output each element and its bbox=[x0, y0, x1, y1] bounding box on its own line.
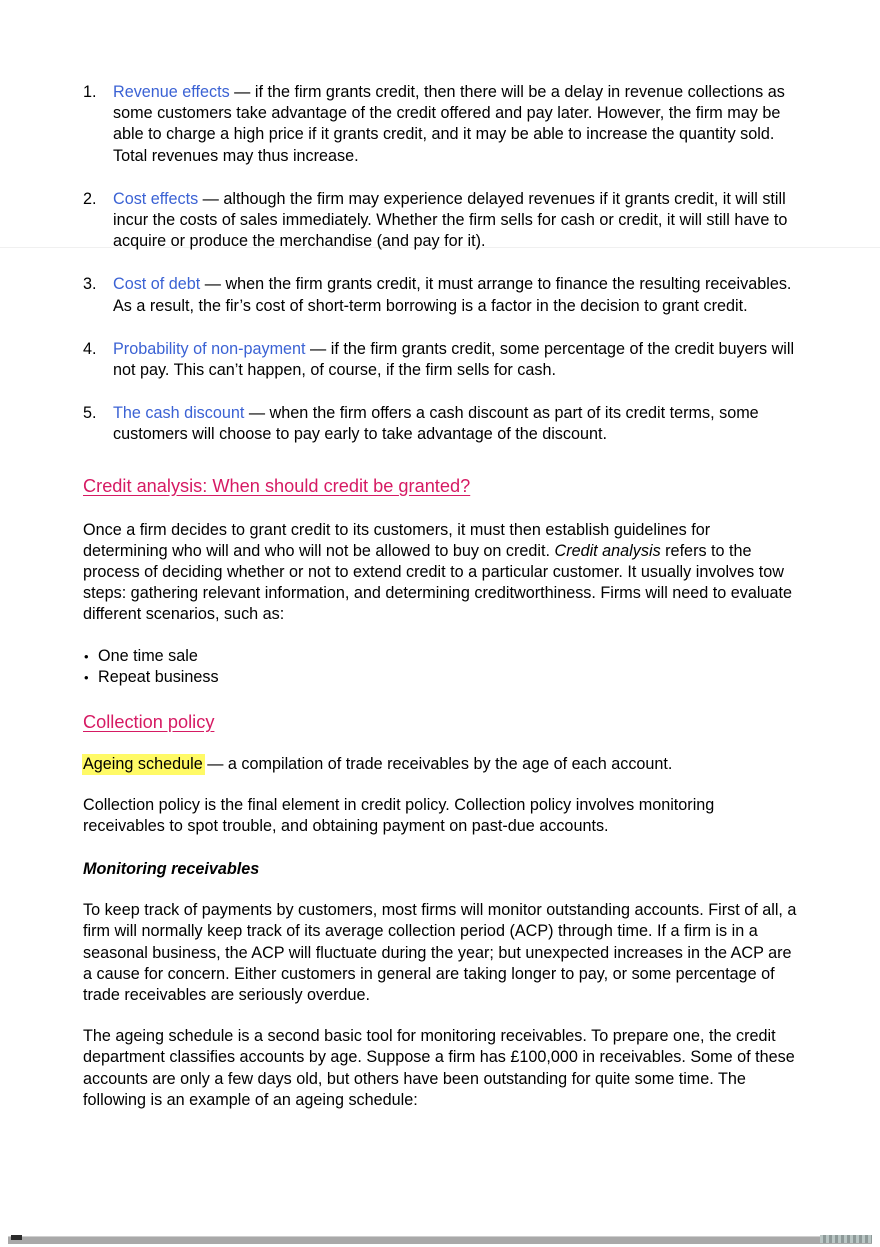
paragraph-collection-policy: Collection policy is the final element in credit policy. Collection policy involves monitoring receivables to spot trouble, and obtaining payment on past-due accounts. bbox=[83, 795, 715, 836]
section-heading-collection-policy-wrap bbox=[83, 710, 797, 734]
list-item bbox=[83, 274, 797, 316]
list-item bbox=[83, 339, 797, 381]
scenarios-list bbox=[83, 646, 797, 688]
list-marker: 2. bbox=[83, 189, 97, 208]
list-item-body: — if the firm grants credit, then there will be a delay in revenue collections as some customers take advantage of the credit offered and pay later. However, the firm may be able to charge a high price if it grants credit, and it may be able to increase the quantity sold. Total revenues may thus increase. bbox=[113, 83, 785, 165]
bullet-icon: • bbox=[84, 648, 89, 664]
list-item bbox=[83, 646, 797, 667]
paragraph-credit-analysis-part1: Once a firm decides to grant credit to its customers, it must then establish guidelines for determining who will and who will not be allowed to buy on credit. bbox=[83, 520, 711, 560]
list-item bbox=[83, 403, 797, 445]
list-item-label: Repeat business bbox=[98, 667, 219, 686]
document-content bbox=[83, 82, 797, 1111]
list-item-body: — although the firm may experience delayed revenues if it grants credit, it will still incur the costs of sales immediately. Whether the firm sells for cash or credit, it will still have to acquire or produce the merchandise (and pay for it). bbox=[113, 189, 788, 251]
list-item bbox=[83, 82, 797, 167]
list-item bbox=[83, 667, 797, 688]
section-heading-credit-analysis-wrap bbox=[83, 474, 797, 498]
list-item bbox=[83, 189, 797, 253]
list-marker: 4. bbox=[83, 339, 97, 358]
list-item-body: — when the firm offers a cash discount as part of its credit terms, some customers will choose to pay early to take advantage of the discount. bbox=[113, 404, 759, 444]
list-marker: 5. bbox=[83, 404, 97, 423]
list-item-term: Revenue effects bbox=[113, 83, 230, 101]
scrollbar-end-marks bbox=[820, 1235, 872, 1243]
list-item-term: The cash discount bbox=[113, 404, 245, 423]
subheading-monitoring-receivables: Monitoring receivables bbox=[83, 860, 260, 879]
credit-policy-factors-list bbox=[83, 82, 797, 446]
list-item-term: Cost effects bbox=[113, 189, 199, 208]
ageing-schedule-definition-rest: — a compilation of trade receivables by the age of each account. bbox=[202, 754, 673, 773]
section-heading-credit-analysis: Credit analysis: When should credit be granted? bbox=[83, 475, 471, 496]
list-item-body: — if the firm grants credit, some percentage of the credit buyers will not pay. This can’t happen, of course, if the firm sells for cash. bbox=[113, 339, 795, 380]
list-item-label: One time sale bbox=[98, 646, 198, 665]
list-marker: 3. bbox=[83, 275, 97, 294]
bullet-icon: • bbox=[84, 669, 89, 685]
paragraph-ageing-schedule-intro: The ageing schedule is a second basic tool for monitoring receivables. To prepare one, the credit department classifies accounts by age. Suppose a firm has £100,000 in receivables. Some of these accounts are only a few days old, but others have been outstanding for quite some time. The following is an example of an ageing schedule: bbox=[83, 1027, 795, 1109]
scrollbar-thumb[interactable] bbox=[11, 1235, 22, 1240]
paragraph-ageing-schedule-definition bbox=[83, 754, 797, 775]
scrollbar-track[interactable] bbox=[8, 1236, 872, 1244]
list-item-term: Probability of non-payment bbox=[113, 339, 306, 358]
highlighted-term-ageing-schedule: Ageing schedule bbox=[83, 754, 203, 773]
paragraph-monitoring-receivables: To keep track of payments by customers, most firms will monitor outstanding accounts. First of all, a firm will normally keep track of its average collection period (ACP) through time. If a firm is in a seasonal business, the ACP will fluctuate during the year; but unexpected increases in the ACP are a cause for concern. Either customers in general are taking longer to pay, or some percentage of trade receivables are seriously overdue. bbox=[83, 901, 797, 1005]
list-marker: 1. bbox=[83, 83, 97, 101]
horizontal-scrollbar[interactable] bbox=[0, 1232, 880, 1247]
paragraph-credit-analysis bbox=[83, 520, 797, 626]
list-item-body: — when the firm grants credit, it must arrange to finance the resulting receivables. As a result, the fir’s cost of short-term borrowing is a factor in the decision to grant credit. bbox=[113, 275, 792, 315]
paragraph-credit-analysis-emphasis: Credit analysis bbox=[554, 541, 661, 560]
paragraph-credit-analysis-part2: refers to the process of deciding whether or not to extend credit to a particular customer. It usually involves tow steps: gathering relevant information, and determining creditworthiness. Firms will need to evaluate different scenarios, such as: bbox=[83, 541, 793, 624]
section-heading-collection-policy: Collection policy bbox=[83, 711, 215, 732]
list-item-term: Cost of debt bbox=[113, 275, 201, 294]
